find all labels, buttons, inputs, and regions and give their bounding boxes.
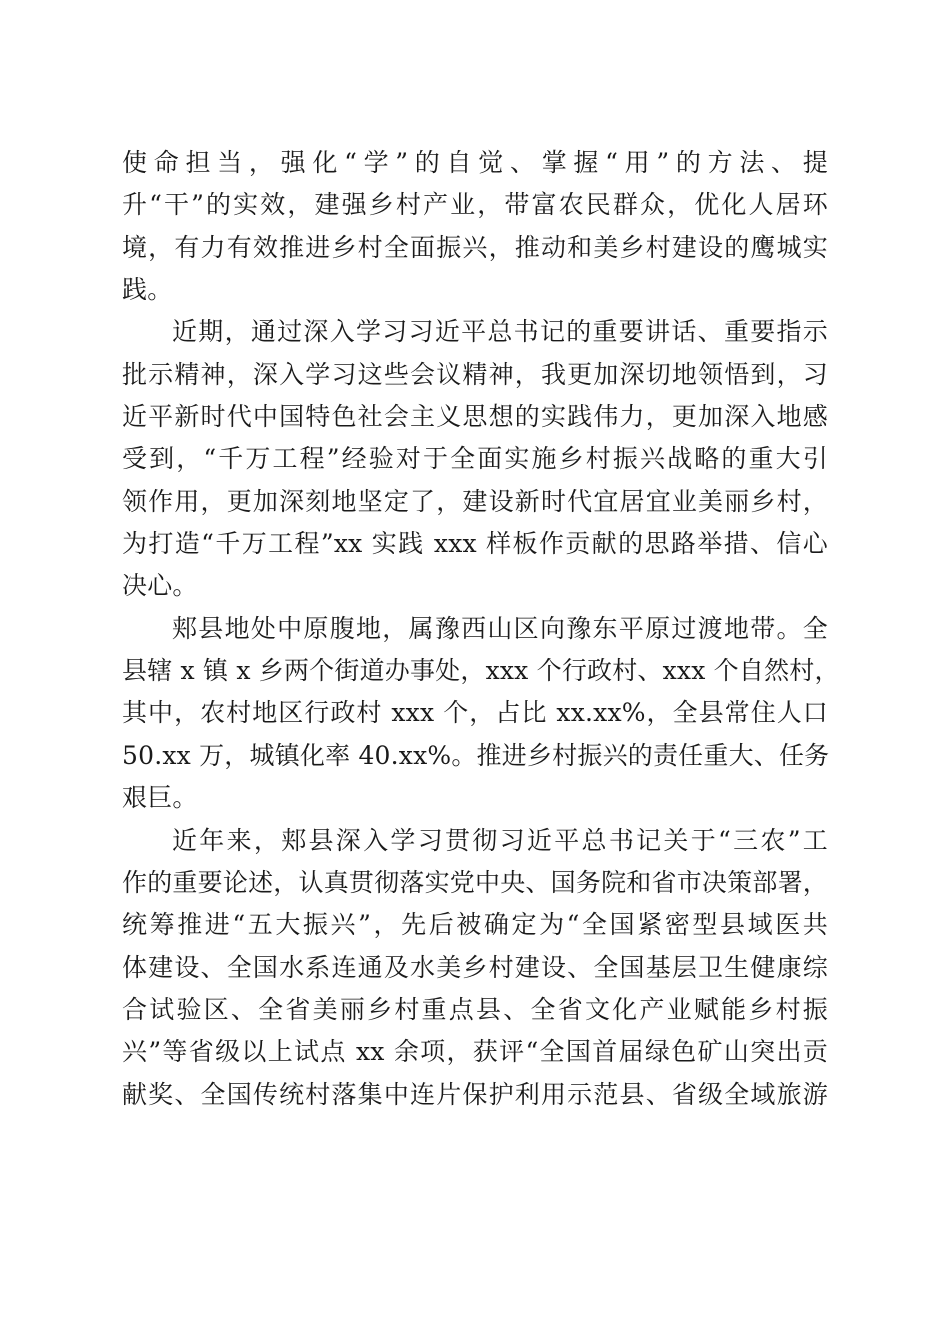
text-line: 领作用，更加深刻地坚定了，建设新时代宜居宜业美丽乡村， xyxy=(122,486,828,516)
text-line: 合试验区、全省美丽乡村重点县、全省文化产业赋能乡村振 xyxy=(122,994,828,1024)
text-line: 艰巨。 xyxy=(122,783,198,813)
text-line: 批示精神，深入学习这些会议精神，我更加深切地领悟到，习 xyxy=(122,359,828,389)
text-line: 受到，“千万工程”经验对于全面实施乡村振兴战略的重大引 xyxy=(122,444,828,474)
text-line: 升“干”的实效，建强乡村产业，带富农民群众，优化人居环 xyxy=(122,190,828,220)
paragraph-first-line: 近年来，郏县深入学习贯彻习近平总书记关于“三农”工 xyxy=(172,825,828,855)
text-line: 作的重要论述，认真贯彻落实党中央、国务院和省市决策部署， xyxy=(122,867,828,897)
paragraph-first-line: 郏县地处中原腹地，属豫西山区向豫东平原过渡地带。全 xyxy=(172,613,828,643)
text-line: 为打造“千万工程”xx 实践 xxx 样板作贡献的思路举措、信心 xyxy=(122,529,828,559)
text-line: 境，有力有效推进乡村全面振兴，推动和美乡村建设的鹰城实 xyxy=(122,232,828,262)
text-line: 50.xx 万，城镇化率 40.xx%。推进乡村振兴的责任重大、任务 xyxy=(122,740,830,770)
text-line: 使命担当，强化“学”的自觉、掌握“用”的方法、提 xyxy=(122,148,828,177)
text-line: 决心。 xyxy=(122,571,198,601)
paragraph-first-line: 近期，通过深入学习习近平总书记的重要讲话、重要指示 xyxy=(172,317,828,347)
text-line: 近平新时代中国特色社会主义思想的实践伟力，更加深入地感 xyxy=(122,402,828,432)
text-line: 献奖、全国传统村落集中连片保护利用示范县、省级全域旅游 xyxy=(122,1079,828,1109)
text-line: 其中，农村地区行政村 xxx 个，占比 xx.xx%，全县常住人口 xyxy=(122,698,828,728)
text-line: 践。 xyxy=(122,275,173,305)
text-line: 统筹推进“五大振兴”，先后被确定为“全国紧密型县域医共 xyxy=(122,910,828,940)
text-line: 体建设、全国水系连通及水美乡村建设、全国基层卫生健康综 xyxy=(122,952,828,982)
text-line: 县辖 x 镇 x 乡两个街道办事处，xxx 个行政村、xxx 个自然村， xyxy=(122,656,840,686)
document-body xyxy=(122,142,840,1116)
text-line: 兴”等省级以上试点 xx 余项，获评“全国首届绿色矿山突出贡 xyxy=(122,1037,828,1067)
